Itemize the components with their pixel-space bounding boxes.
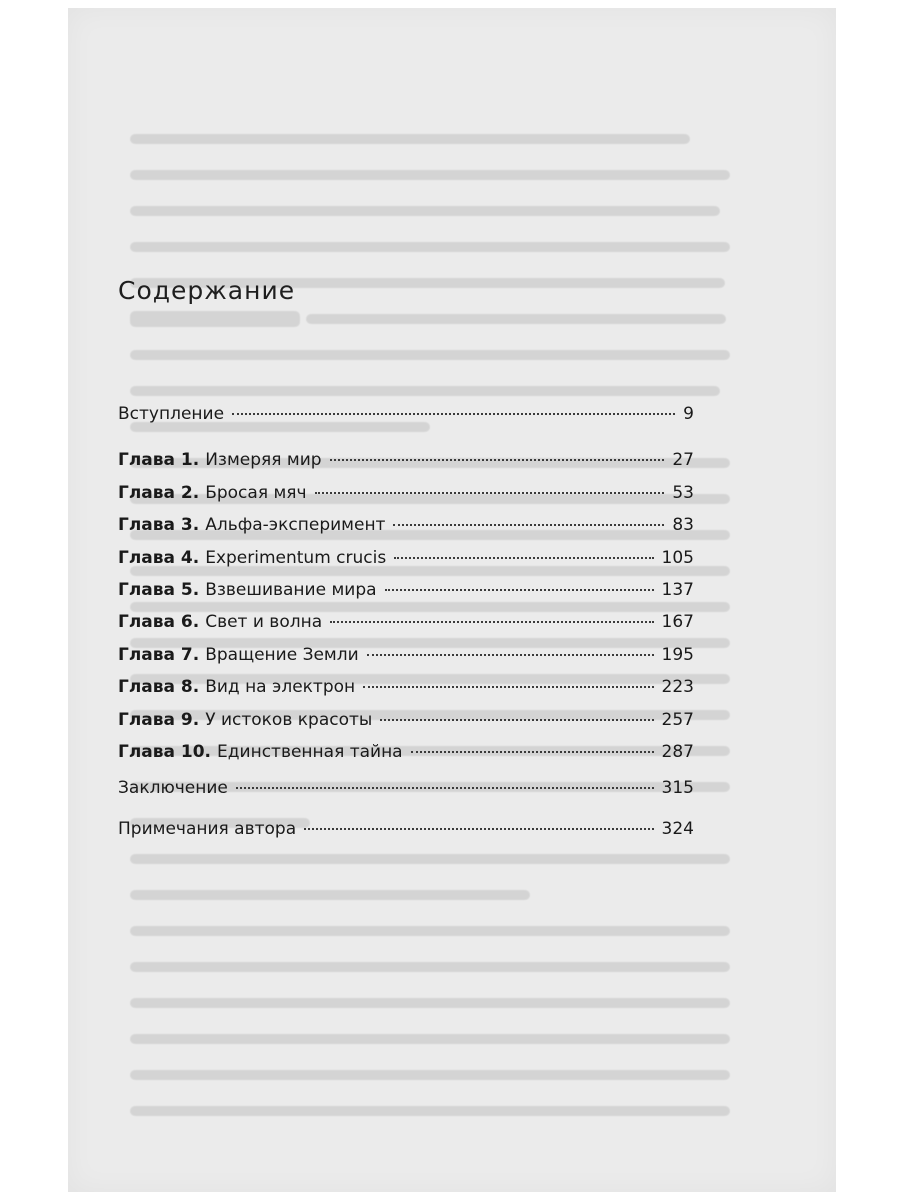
dot-leader <box>236 787 654 789</box>
chapter-number: Глава 8. <box>118 677 200 698</box>
toc-entry-chapter-1[interactable] <box>118 446 694 478</box>
toc-entry-intro[interactable] <box>118 404 694 436</box>
toc-entry-chapter-2[interactable] <box>118 479 694 511</box>
toc-entry-label: Примечания автора <box>118 818 297 839</box>
toc-heading: Содержание <box>118 276 296 305</box>
chapter-number: Глава 2. <box>118 482 200 503</box>
chapter-number: Глава 10. <box>118 741 212 762</box>
toc-entry-chapter-7[interactable] <box>118 641 694 673</box>
toc-page-number: 223 <box>661 677 694 698</box>
dot-leader <box>393 524 664 526</box>
dot-leader <box>385 589 654 591</box>
dot-leader <box>330 621 653 623</box>
dot-leader <box>363 686 653 688</box>
chapter-title: Experimentum crucis <box>205 547 387 568</box>
toc-entry-chapter-4[interactable] <box>118 544 694 576</box>
toc-page-number: 105 <box>661 547 694 568</box>
chapter-title: Вид на электрон <box>205 677 356 698</box>
toc-entry-conclusion[interactable] <box>118 778 694 810</box>
toc-page-number: 27 <box>672 450 694 471</box>
toc-page-number: 83 <box>672 515 694 536</box>
toc-entry-chapter-10[interactable] <box>118 738 694 770</box>
toc-entry-notes[interactable] <box>118 819 694 851</box>
dot-leader <box>232 413 675 415</box>
chapter-title: У истоков красоты <box>205 709 373 730</box>
chapter-number: Глава 4. <box>118 547 200 568</box>
chapter-title: Бросая мяч <box>205 482 307 503</box>
toc-entry-chapter-6[interactable] <box>118 608 694 640</box>
chapter-title: Измеряя мир <box>205 450 322 471</box>
dot-leader <box>304 828 653 830</box>
toc-page-number: 53 <box>672 482 694 503</box>
chapter-title: Свет и волна <box>205 612 323 633</box>
dot-leader <box>367 654 654 656</box>
toc-entry-chapter-9[interactable] <box>118 706 694 738</box>
chapter-number: Глава 9. <box>118 709 200 730</box>
chapter-title: Альфа-эксперимент <box>205 515 386 536</box>
chapter-title: Единственная тайна <box>217 741 403 762</box>
toc-page-number: 195 <box>661 644 694 665</box>
toc-page-number: 257 <box>661 709 694 730</box>
toc-page-number: 9 <box>683 404 694 424</box>
chapter-title: Вращение Земли <box>205 644 359 665</box>
toc-page-number: 324 <box>661 818 694 839</box>
toc-page-number: 287 <box>661 741 694 762</box>
table-of-contents <box>118 404 694 851</box>
toc-page-number: 167 <box>661 612 694 633</box>
chapter-number: Глава 7. <box>118 644 200 665</box>
toc-page-number: 315 <box>661 778 694 799</box>
toc-entry-chapter-5[interactable] <box>118 576 694 608</box>
toc-entry-label: Вступление <box>118 404 225 424</box>
dot-leader <box>394 557 653 559</box>
toc-entry-chapter-8[interactable] <box>118 673 694 705</box>
dot-leader <box>411 751 654 753</box>
dot-leader <box>380 719 653 721</box>
chapter-number: Глава 5. <box>118 579 200 600</box>
toc-entry-chapter-3[interactable] <box>118 511 694 543</box>
toc-page-number: 137 <box>661 579 694 600</box>
dot-leader <box>330 459 665 461</box>
chapter-number: Глава 1. <box>118 450 200 471</box>
toc-entry-label: Заключение <box>118 778 228 799</box>
dot-leader <box>315 492 665 494</box>
chapter-number: Глава 3. <box>118 515 200 536</box>
chapter-title: Взвешивание мира <box>205 579 377 600</box>
chapter-number: Глава 6. <box>118 612 200 633</box>
